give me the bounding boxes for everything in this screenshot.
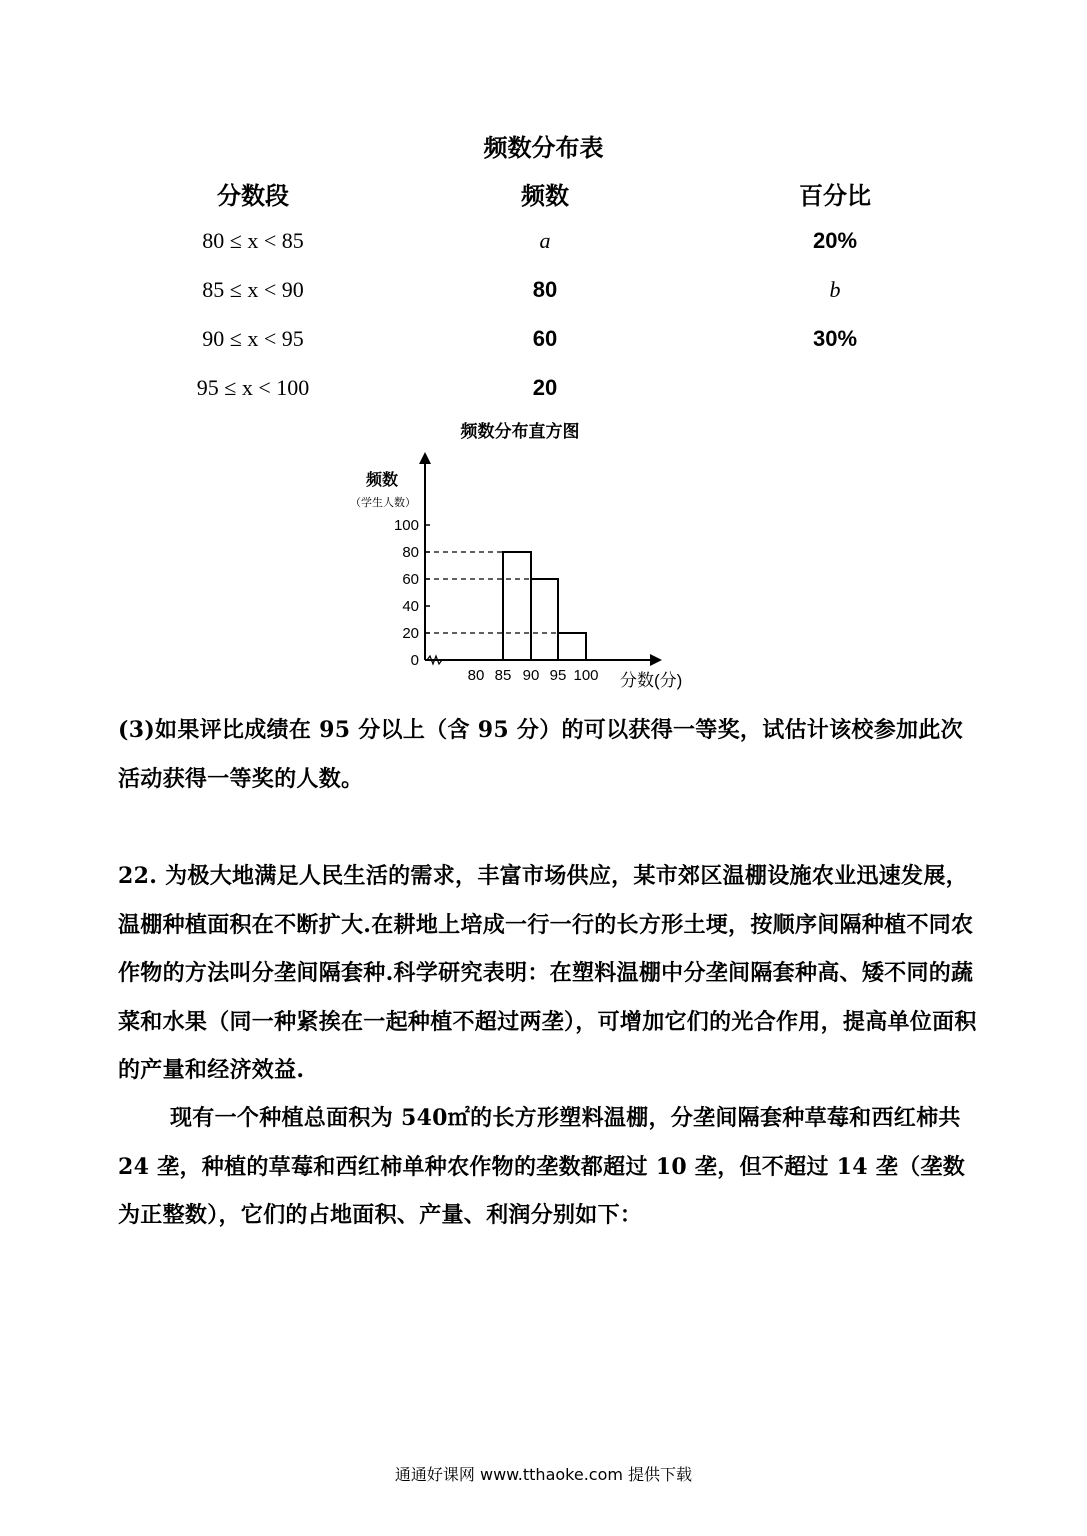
y-tick-label: 40: [402, 598, 419, 615]
y-tick-label: 60: [402, 571, 419, 588]
chart-title: 频数分布直方图: [460, 422, 580, 442]
y-axis-arrow: [419, 452, 431, 464]
y-axis-sublabel: （学生人数）: [350, 497, 416, 509]
y-axis-label: 频数: [365, 472, 399, 489]
header-frequency: 频数: [521, 181, 569, 210]
row-2-freq: 80: [532, 277, 558, 302]
x-tick-label: 80: [467, 667, 485, 684]
footer-text: 通通好课网 www.tthaoke.com 提供下载: [394, 1465, 693, 1484]
table-title: 频数分布表: [483, 133, 604, 162]
row-3-range: 90 ≤ x < 95: [202, 326, 304, 351]
x-tick-label: 100: [573, 667, 599, 684]
header-score-range: 分数段: [217, 181, 289, 210]
question-22-paragraph-2: 现有一个种植总面积为 540㎡的长方形塑料温棚，分垄间隔套种草莓和西红柿共 24 垄，种植的草莓和西红柿单种农作物的垄数都超过 10 垄，但不超过 14 垄（垄数为正整数），它们的占地面积、产量、利润分别如下：: [118, 1105, 966, 1228]
y-tick-label: 100: [393, 517, 419, 534]
histogram-chart: [0, 0, 1087, 720]
row-3-freq: 60: [532, 326, 558, 351]
row-1-freq: a: [539, 228, 551, 253]
row-4-range: 95 ≤ x < 100: [196, 375, 310, 400]
y-tick-label: 80: [402, 544, 419, 561]
y-tick-label: 20: [402, 625, 419, 642]
histogram-bar: [531, 579, 558, 660]
question-3: (3)如果评比成绩在 95 分以上（含 95 分）的可以获得一等奖，试估计该校参加此次活动获得一等奖的人数。: [118, 717, 963, 792]
question-22-paragraph-1: 22. 为极大地满足人民生活的需求，丰富市场供应，某市郊区温棚设施农业迅速发展，温棚种植面积在不断扩大.在耕地上培成一行一行的长方形土埂，按顺序间隔种植不同农作物的方法叫分垄间隔套种.科学研究表明：在塑料温棚中分垄间隔套种高、矮不同的蔬菜和水果（同一种紧挨在一起种植不超过两垄），可增加它们的光合作用，提高单位面积的产量和经济效益.: [118, 863, 977, 1083]
x-tick-label: 85: [494, 667, 512, 684]
row-1-pct: 20%: [812, 228, 858, 253]
row-1-range: 80 ≤ x < 85: [202, 228, 304, 253]
row-3-pct: 30%: [812, 326, 858, 351]
header-percentage: 百分比: [799, 181, 871, 210]
histogram-bar: [558, 633, 586, 660]
x-axis-arrow: [650, 654, 662, 666]
row-2-range: 85 ≤ x < 90: [202, 277, 304, 302]
row-4-freq: 20: [532, 375, 558, 400]
x-tick-label: 95: [549, 667, 567, 684]
y-tick-label: 0: [410, 652, 419, 669]
x-axis-label: 分数(分): [620, 671, 683, 690]
x-tick-label: 90: [522, 667, 540, 684]
row-2-pct: b: [829, 277, 841, 302]
histogram-bar: [503, 552, 531, 660]
